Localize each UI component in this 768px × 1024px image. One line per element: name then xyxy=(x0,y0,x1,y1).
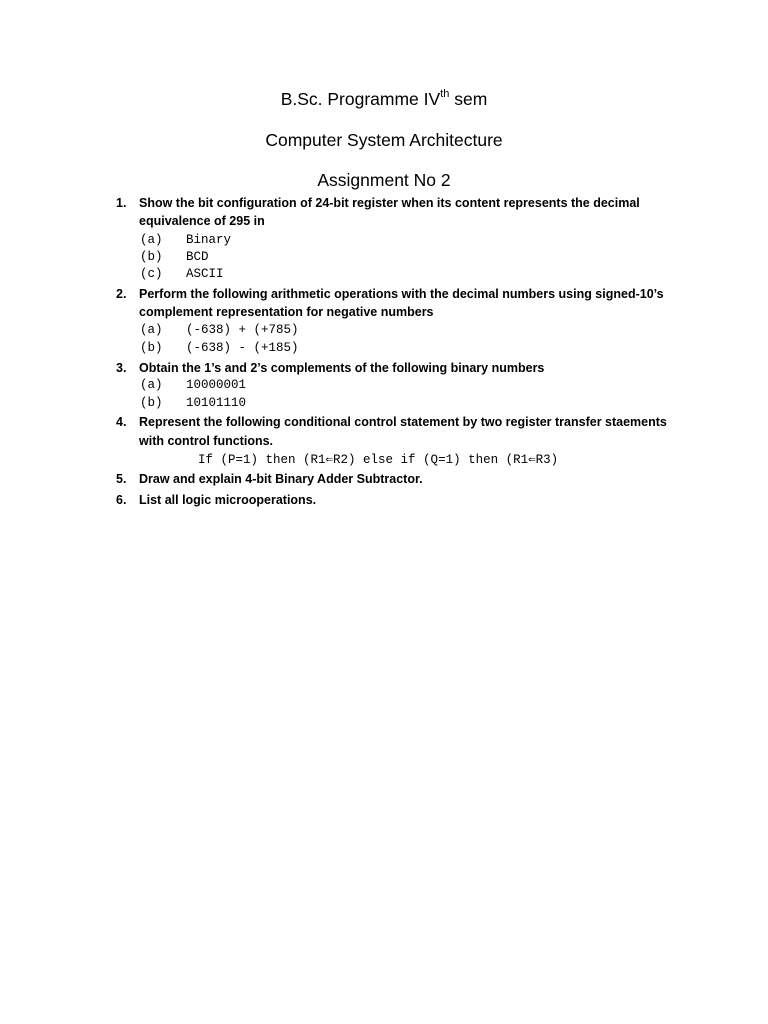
option-label: (a) xyxy=(140,378,163,392)
course-title: Computer System Architecture xyxy=(265,130,503,150)
option-text: (-638) - (+185) xyxy=(186,341,299,355)
option-label: (a) xyxy=(140,233,163,247)
option-label: (b) xyxy=(140,396,163,410)
option-text: ASCII xyxy=(186,267,224,281)
question-text-line: Represent the following conditional control statement by two register transfer staements xyxy=(139,415,667,429)
question-number: 1. xyxy=(116,196,127,210)
question-text-line: complement representation for negative numbers xyxy=(139,305,434,319)
question-text-line: Obtain the 1’s and 2’s complements of the following binary numbers xyxy=(139,361,545,375)
programme-superscript: th xyxy=(440,88,450,101)
option-text: BCD xyxy=(186,250,209,264)
question-number: 6. xyxy=(116,493,127,507)
question-text-line: Draw and explain 4-bit Binary Adder Subtractor. xyxy=(139,472,423,486)
assignment-title: Assignment No 2 xyxy=(317,170,451,190)
option-text: 10101110 xyxy=(186,396,247,410)
conditional-statement-code: If (P=1) then (R1⇐R2) else if (Q=1) then (R1⇐R3) xyxy=(198,453,559,467)
question-text-line: List all logic microoperations. xyxy=(139,493,317,507)
question-text-line: equivalence of 295 in xyxy=(139,214,265,228)
programme-text: B.Sc. Programme IV xyxy=(280,89,441,109)
question-number: 2. xyxy=(116,287,127,301)
question-number: 4. xyxy=(116,415,127,429)
option-label: (a) xyxy=(140,323,163,337)
option-label: (b) xyxy=(140,341,163,355)
option-text: 10000001 xyxy=(186,378,247,392)
question-text-line: Show the bit configuration of 24-bit register when its content represents the decimal xyxy=(139,196,640,210)
question-number: 5. xyxy=(116,472,127,486)
option-text: (-638) + (+785) xyxy=(186,323,299,337)
programme-suffix: sem xyxy=(449,89,488,109)
question-text-line: Perform the following arithmetic operations with the decimal numbers using signed-10’s xyxy=(139,287,664,301)
option-label: (b) xyxy=(140,250,163,264)
option-text: Binary xyxy=(186,233,232,247)
question-text-line: with control functions. xyxy=(139,434,274,448)
option-label: (c) xyxy=(140,267,163,281)
question-number: 3. xyxy=(116,361,127,375)
